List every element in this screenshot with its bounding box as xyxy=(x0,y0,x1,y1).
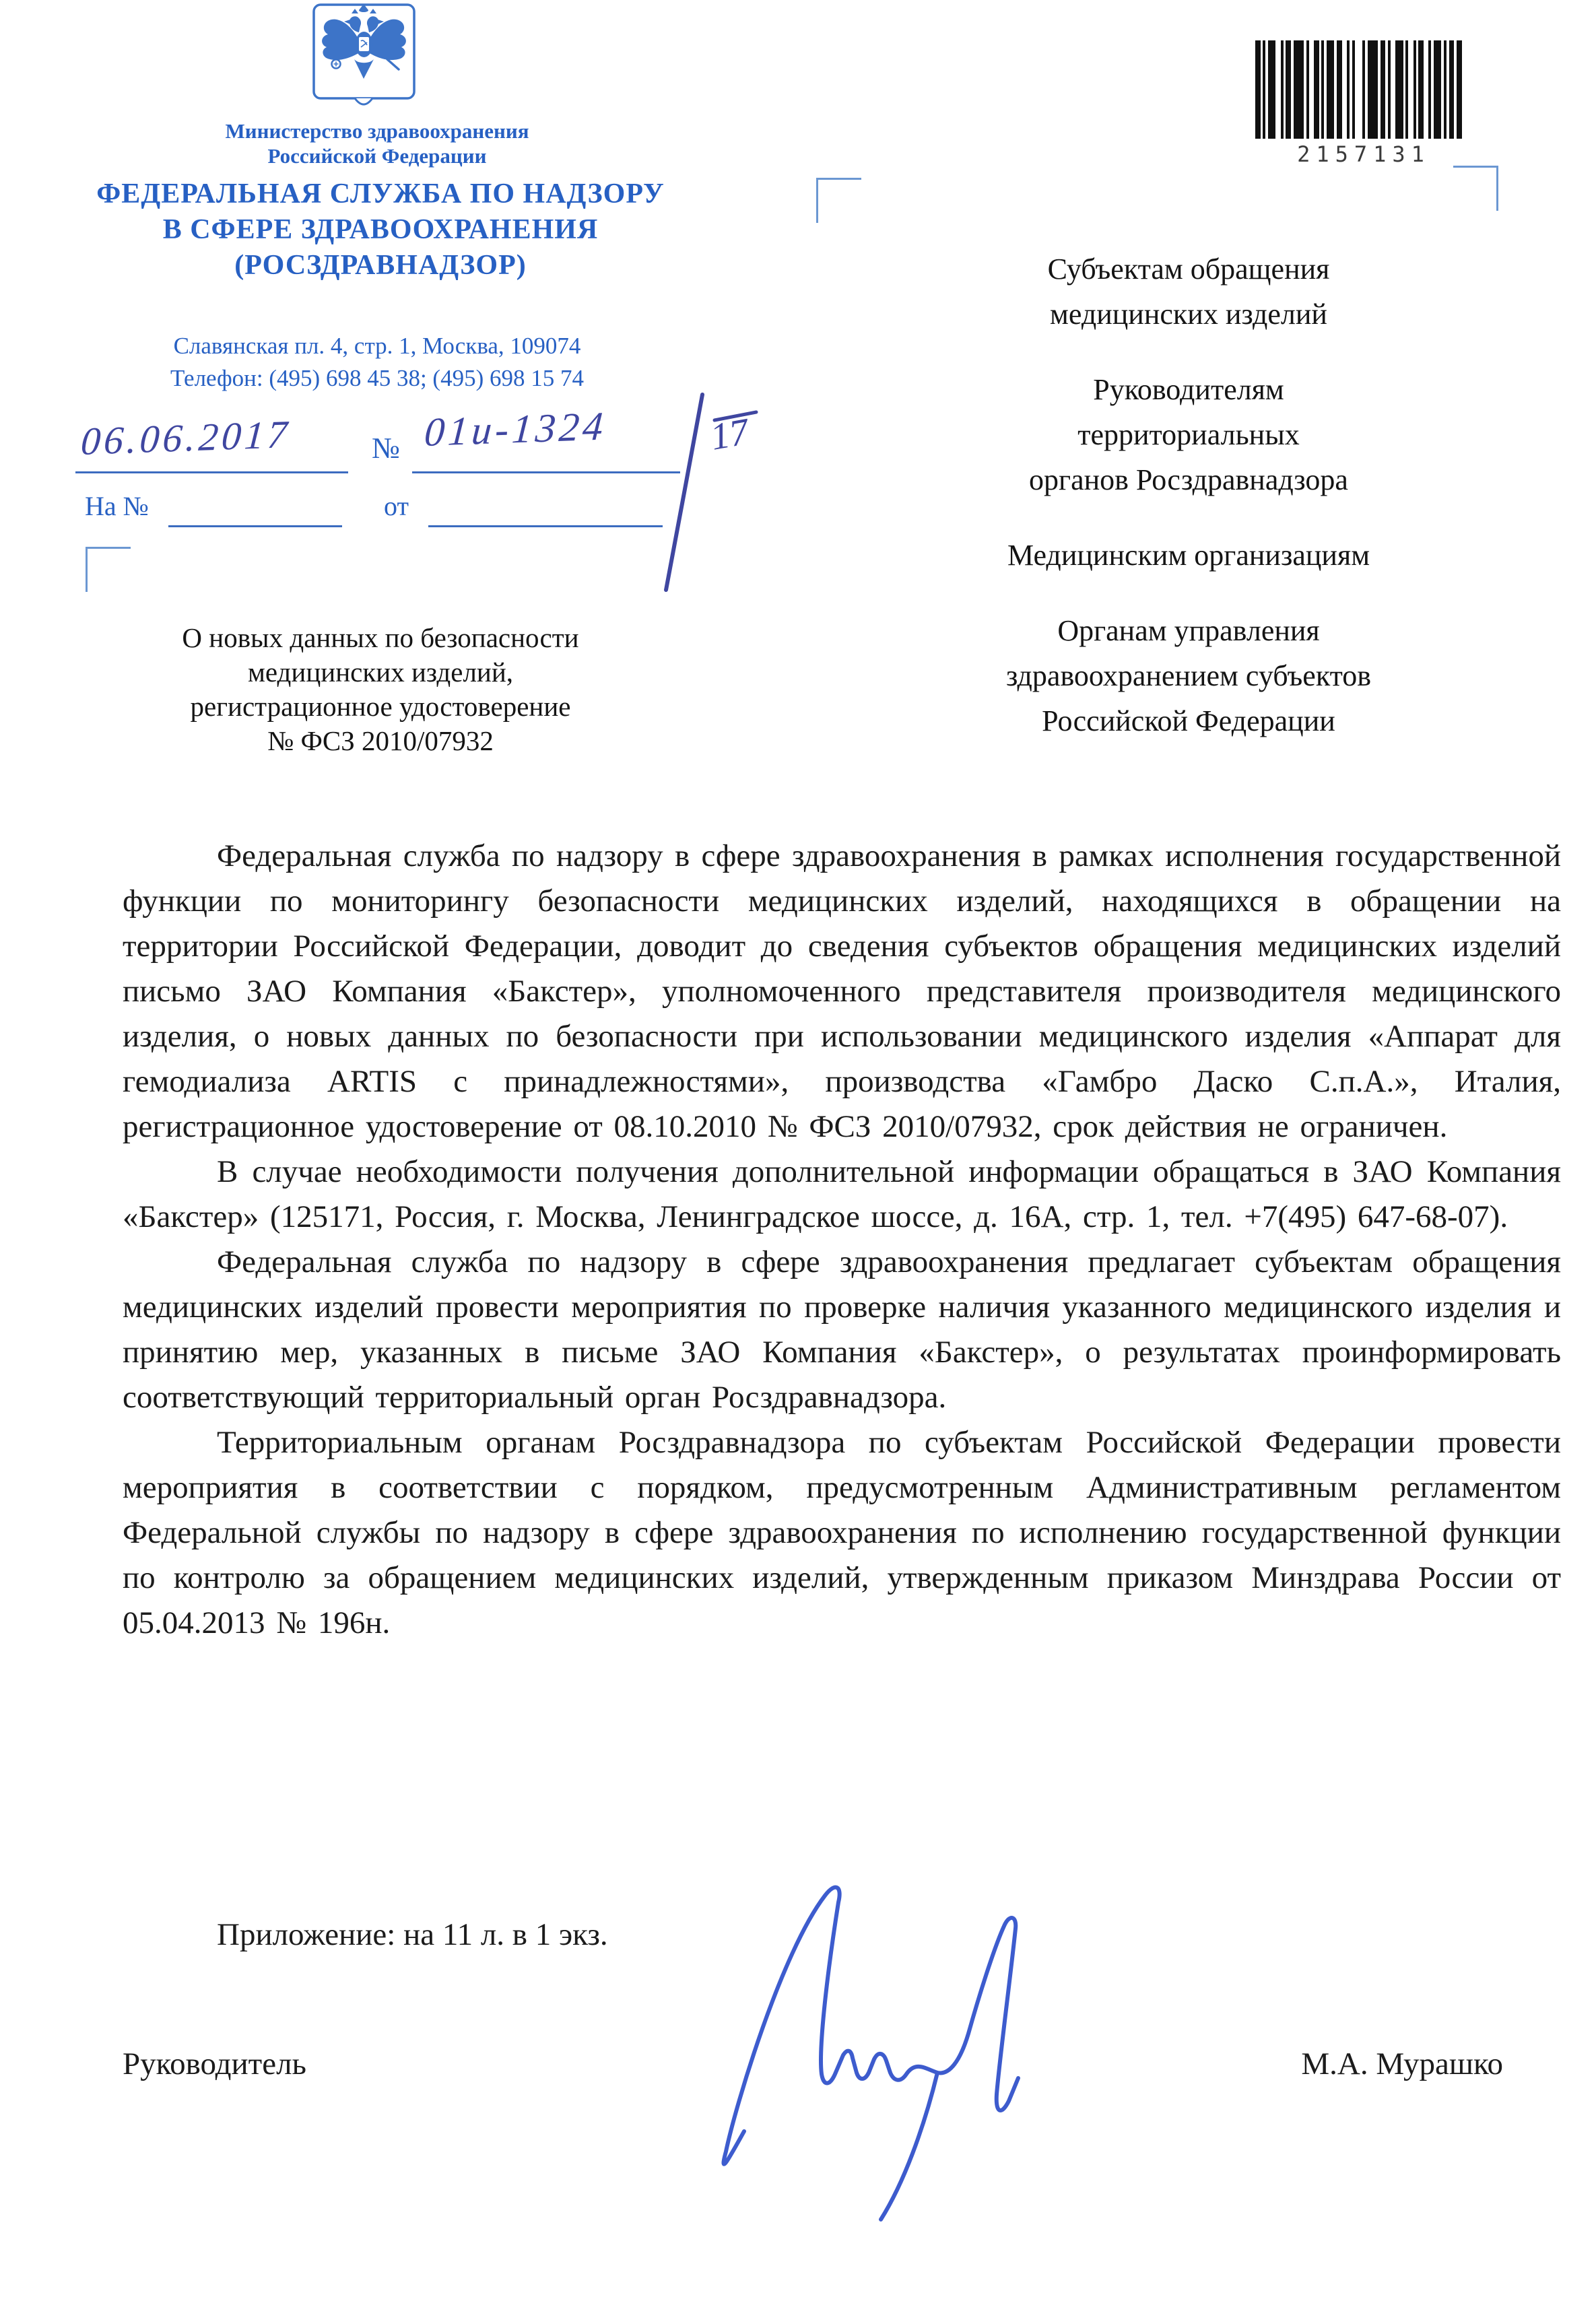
barcode-bar xyxy=(1294,40,1304,139)
recipient-group xyxy=(835,367,1542,502)
reply-number-underline xyxy=(168,525,342,527)
barcode-bars xyxy=(1255,40,1472,139)
barcode-bar xyxy=(1327,40,1334,139)
barcode-gap xyxy=(1424,40,1429,139)
subject-line: медицинских изделий, xyxy=(247,657,514,688)
barcode-number: 2157131 xyxy=(1297,141,1430,167)
subject-zone-corner xyxy=(86,547,131,592)
reply-number-label: На № xyxy=(85,491,149,521)
barcode-gap xyxy=(1462,40,1472,139)
recipient-line: органов Росздравнадзора xyxy=(1029,463,1348,496)
ministry-line1: Министерство здравоохранения xyxy=(225,119,529,143)
recipient-line: Медицинским организациям xyxy=(1007,539,1370,572)
recipient-line: Субъектам обращения xyxy=(1047,253,1330,286)
barcode-gap xyxy=(1342,40,1348,139)
barcode-bar xyxy=(1395,40,1403,139)
reply-from-label: от xyxy=(384,491,409,521)
body-paragraph: В случае необходимости получения дополнительной информации обращаться в ЗАО Компания «Бакстер» (125171, Россия, г. Москва, Ленинградское шоссе, д. 16А, стр. 1, тел. +7(495) 647-68-07). xyxy=(123,1154,1561,1234)
barcode-bar xyxy=(1255,40,1261,139)
address-zone-corner-right xyxy=(1453,166,1498,211)
address-line: Славянская пл. 4, стр. 1, Москва, 109074 xyxy=(173,333,581,359)
address-zone-corner-left xyxy=(816,178,861,223)
date-underline xyxy=(75,471,348,473)
letter-body xyxy=(123,834,1561,1646)
barcode-bar xyxy=(1457,40,1462,139)
ministry-name xyxy=(81,119,673,168)
subject-line: О новых данных по безопасности xyxy=(182,622,579,653)
handwritten-outgoing-number: 01и-1324 xyxy=(423,403,608,455)
recipient-line: Руководителям xyxy=(1093,373,1284,406)
number-sign-label: № xyxy=(372,432,400,465)
handwritten-date: 06.06.2017 xyxy=(79,411,292,463)
subject-line: регистрационное удостоверение xyxy=(190,691,571,722)
barcode-gap xyxy=(1275,40,1281,139)
signature xyxy=(700,1872,1077,2236)
service-line1: ФЕДЕРАЛЬНАЯ СЛУЖБА ПО НАДЗОРУ xyxy=(96,178,665,209)
subject-line: № ФСЗ 2010/07932 xyxy=(267,725,494,756)
recipient-line: территориальных xyxy=(1077,418,1300,451)
service-line3: (РОСЗДРАВНАДЗОР) xyxy=(234,250,527,281)
handwritten-year: 17 xyxy=(707,411,752,459)
barcode-bar xyxy=(1286,40,1291,139)
recipients-block xyxy=(835,246,1542,774)
barcode-bar xyxy=(1314,40,1319,139)
recipient-group xyxy=(835,608,1542,743)
phone-line: Телефон: (495) 698 45 38; (495) 698 15 74 xyxy=(170,365,584,391)
recipient-line: Российской Федерации xyxy=(1042,704,1335,737)
subject-block xyxy=(114,621,646,758)
recipient-group xyxy=(835,246,1542,337)
coat-of-arms-emblem xyxy=(312,3,416,112)
handwritten-slash-year xyxy=(643,385,791,607)
address-block xyxy=(81,330,673,395)
number-underline xyxy=(412,471,680,473)
service-line2: В СФЕРЕ ЗДРАВООХРАНЕНИЯ xyxy=(162,214,599,245)
barcode-gap xyxy=(1391,40,1396,139)
body-paragraph: Федеральная служба по надзору в сфере здравоохранения предлагает субъектам обращения медицинских изделий провести мероприятия по проверке наличия указанного медицинского изделия и принятию мер, указанных в письме ЗАО Компания «Бакстер», о результатах проинформировать соответствующий территориальный орган Росздравнадзора. xyxy=(123,1244,1561,1415)
barcode-gap xyxy=(1408,40,1414,139)
attachment-note: Приложение: на 11 л. в 1 экз. xyxy=(217,1917,608,1952)
recipient-line: здравоохранением субъектов xyxy=(1005,659,1372,692)
reply-date-underline xyxy=(428,525,663,527)
service-name xyxy=(61,176,700,283)
barcode xyxy=(1255,40,1472,167)
barcode-bar xyxy=(1268,40,1275,139)
barcode-gap xyxy=(1309,40,1315,139)
barcode-gap xyxy=(1355,40,1362,139)
barcode-bar xyxy=(1449,40,1455,139)
barcode-bar xyxy=(1337,40,1342,139)
barcode-bar xyxy=(1434,40,1441,139)
barcode-bar xyxy=(1381,40,1386,139)
body-paragraph: Территориальным органам Росздравнадзора по субъектам Российской Федерации провести мероприятия в соответствии с порядком, предусмотренным Административным регламентом Федеральной службы по надзору в сфере здравоохранения по исполнению государственной функции по контролю за обращением медицинских изделий, утвержденным приказом Минздрава России от 05.04.2013 № 196н. xyxy=(123,1425,1561,1640)
barcode-bar xyxy=(1418,40,1424,139)
recipient-group xyxy=(835,533,1542,578)
body-paragraph: Федеральная служба по надзору в сфере здравоохранения в рамках исполнения государственной функции по мониторингу безопасности медицинских изделий, находящихся в обращении на территории Российской Федерации, доводит до сведения субъектов обращения медицинских изделий письмо ЗАО Компания «Бакстер», уполномоченного представителя производителя медицинского изделия, о новых данных по безопасности при использовании медицинского изделия «Аппарат для гемодиализа ARTIS с принадлежностями», производства «Гамбро Даско С.п.А.», Италия, регистрационное удостоверение от 08.10.2010 № ФСЗ 2010/07932, срок действия не ограничен. xyxy=(123,838,1561,1144)
ministry-line2: Российской Федерации xyxy=(267,144,487,168)
barcode-bar xyxy=(1368,40,1378,139)
signer-name: М.А. Мурашко xyxy=(1301,2046,1503,2081)
recipient-line: Органам управления xyxy=(1057,614,1320,647)
signer-position: Руководитель xyxy=(123,2046,306,2081)
recipient-line: медицинских изделий xyxy=(1050,298,1327,331)
